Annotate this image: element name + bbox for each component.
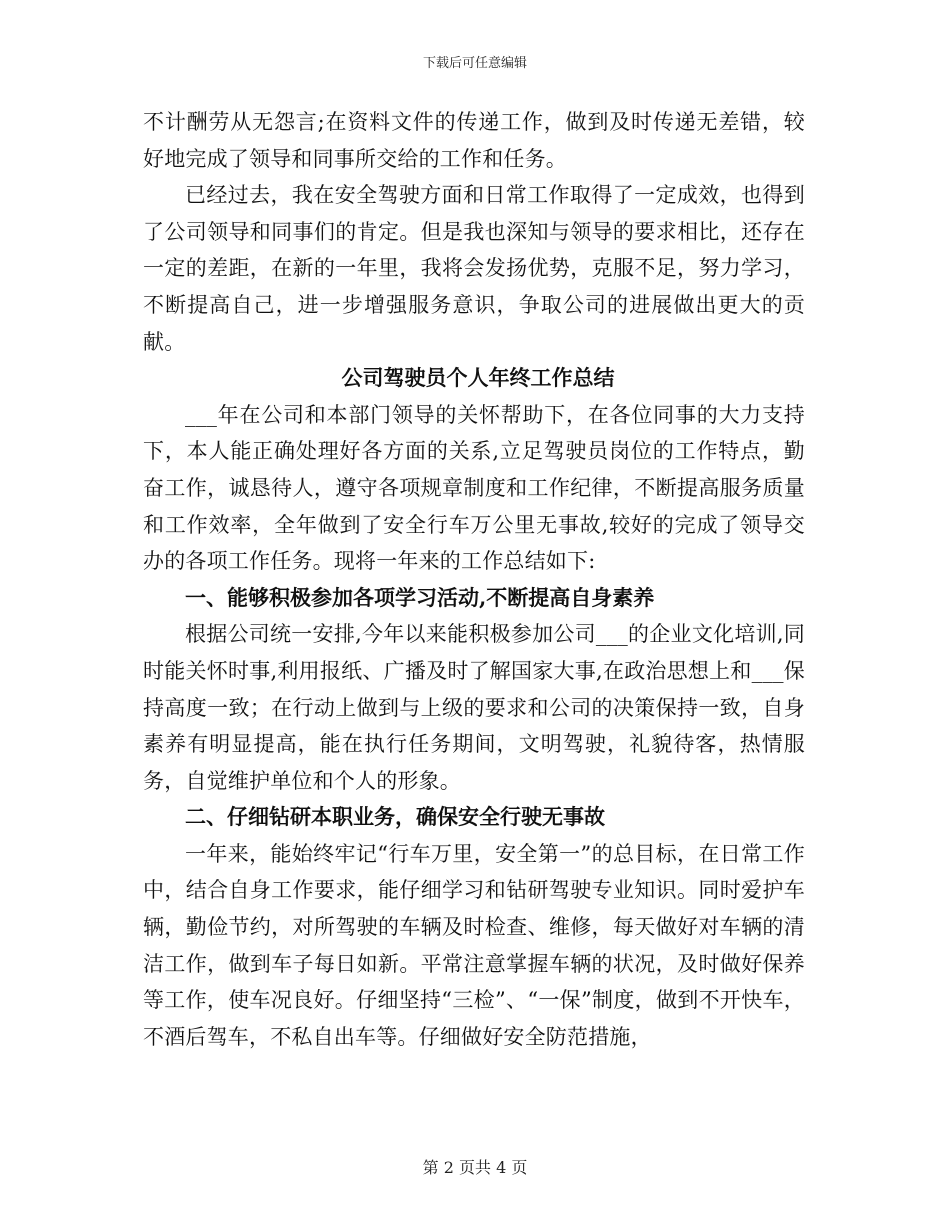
section-heading-study: 一、能够积极参加各项学习活动,不断提高自身素养	[185, 584, 655, 610]
paragraph-summary: 已经过去，我在安全驾驶方面和日常工作取得了一定成效，也得到了公司领导和同事们的肯定。但是我也深知与领导的要求相比，还存在一定的差距，在新的一年里，我将会发扬优势，克服不足，努力学习，不断提高自己，进一步增强服务意识，争取公司的进展做出更大的贡献。	[143, 183, 805, 354]
paragraph-safety: 一年来，能始终牢记“行车万里，安全第一”的总目标，在日常工作中，结合自身工作要求，能仔细学习和钻研驾驶专业知识。同时爱护车辆，勤俭节约，对所驾驶的车辆及时检查、维修，每天做好对车辆的清洁工作，做到车子每日如新。平常注意掌握车辆的状况，及时做好保养等工作，使车况良好。仔细坚持“三检”、“一保”制度，做到不开快车，不酒后驾车，不私自出车等。仔细做好安全防范措施，	[143, 841, 805, 1049]
header-note: 下载后可任意编辑	[422, 56, 527, 71]
document-body	[143, 104, 805, 1055]
paragraph-study: 根据公司统一安排,今年以来能积极参加公司___的企业文化培训,同时能关怀时事,利用报纸、广播及时了解国家大事,在政治思想上和___保持高度一致；在行动上做到与上级的要求和公司的决策保持一致，自身素养有明显提高，能在执行任务期间，文明驾驶，礼貌待客，热情服务，自觉维护单位和个人的形象。	[143, 622, 805, 793]
paragraph-continued: 不计酬劳从无怨言;在资料文件的传递工作，做到及时传递无差错，较好地完成了领导和同事所交给的工作和任务。	[143, 110, 805, 171]
page-number: 第 2 页共 4 页	[422, 1158, 528, 1177]
paragraph-intro: ___年在公司和本部门领导的关怀帮助下，在各位同事的大力支持下，本人能正确处理好各方面的关系,立足驾驶员岗位的工作特点，勤奋工作，诚恳待人，遵守各项规章制度和工作纪律，不断提高服务质量和工作效率，全年做到了安全行车万公里无事故,较好的完成了领导交办的各项工作任务。现将一年来的工作总结如下:	[143, 402, 805, 574]
section-heading-safety: 二、仔细钻研本职业务，确保安全行驶无事故	[185, 804, 605, 830]
document-title: 公司驾驶员个人年终工作总结	[341, 365, 615, 391]
